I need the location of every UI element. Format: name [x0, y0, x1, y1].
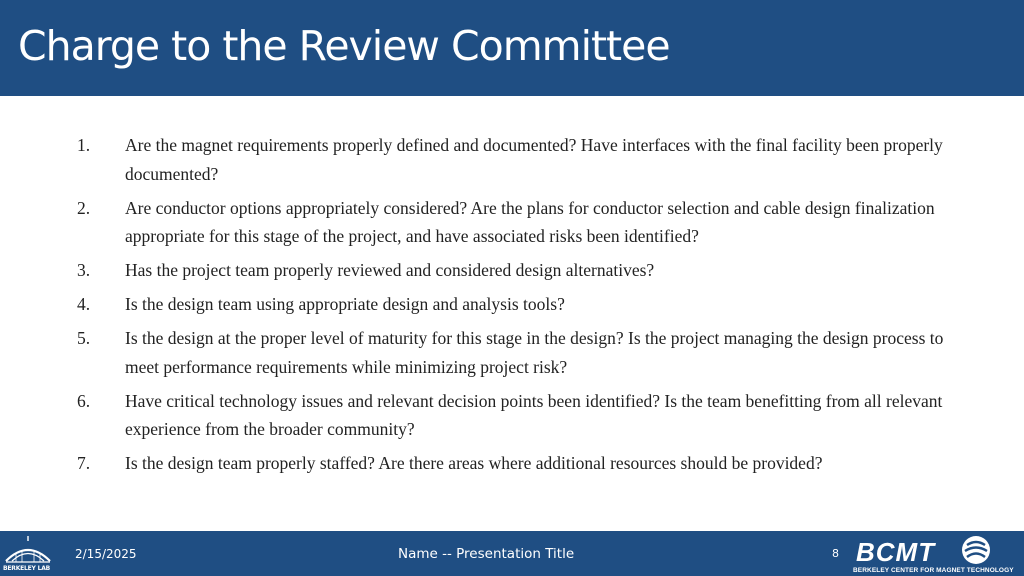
item-text: Has the project team properly reviewed and considered design alternatives?	[125, 260, 655, 280]
bcmt-wordmark: BCMT	[856, 537, 936, 567]
charge-item-2	[77, 194, 957, 251]
header-bar	[0, 0, 1024, 96]
charge-list	[77, 131, 957, 483]
item-number: 3.	[77, 260, 91, 280]
charge-item-6	[77, 387, 957, 444]
item-number: 5.	[77, 328, 91, 348]
footer-date: 2/15/2025	[75, 547, 137, 561]
charge-item-3	[77, 256, 957, 285]
item-number: 1.	[77, 135, 91, 155]
charge-item-5	[77, 324, 957, 381]
item-text: Is the design team using appropriate design and analysis tools?	[125, 294, 565, 314]
item-text: Have critical technology issues and relevant decision points been identified? Is the team benefitting from all relevant experience from the broader community?	[125, 390, 943, 439]
footer-bar	[0, 531, 1024, 576]
item-number: 7.	[77, 453, 91, 473]
item-text: Are the magnet requirements properly defined and documented? Have interfaces with the final facility been properly documented?	[125, 135, 943, 184]
slide-title: Charge to the Review Committee	[18, 22, 670, 70]
charge-item-4	[77, 290, 957, 319]
item-number: 2.	[77, 197, 91, 218]
item-number: 4.	[77, 294, 91, 314]
page-number: 8	[832, 547, 839, 560]
item-text: Is the design team properly staffed? Are there areas where additional resources should be provided?	[125, 453, 823, 473]
lab-logo-text: BERKELEY LAB	[3, 565, 51, 572]
bcmt-logo	[850, 534, 1022, 576]
item-text: Is the design at the proper level of maturity for this stage in the design? Is the project managing the design process to meet performance requirements while minimizing project risk?	[125, 328, 944, 377]
bcmt-tagline: BERKELEY CENTER FOR MAGNET TECHNOLOGY	[853, 567, 1014, 574]
footer-presentation-title: Name -- Presentation Title	[398, 546, 575, 562]
item-number: 6.	[77, 390, 91, 411]
item-text: Are conductor options appropriately considered? Are the plans for conductor selection and cable design finalization appropriate for this stage of the project, and have associated risks been identified?	[125, 197, 935, 246]
charge-item-1	[77, 131, 957, 188]
bcmt-magnet-emblem-icon	[960, 534, 992, 566]
berkeley-lab-dome-icon	[2, 535, 54, 565]
berkeley-lab-logo	[2, 535, 54, 575]
charge-item-7	[77, 449, 957, 478]
